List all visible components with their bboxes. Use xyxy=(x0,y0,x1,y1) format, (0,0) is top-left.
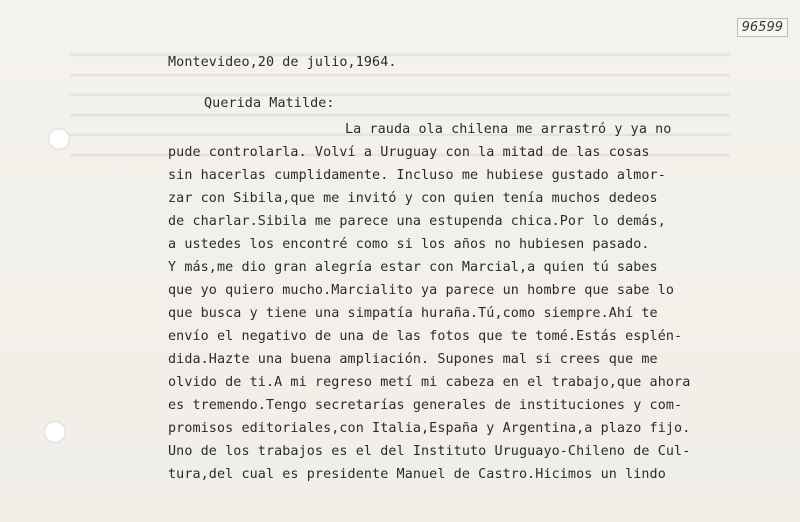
body-line: es tremendo.Tengo secretarías generales de instituciones y com- xyxy=(168,398,683,413)
body-line: Y más,me dio gran alegría estar con Marcial,a quien tú sabes xyxy=(168,260,658,275)
body-line: promisos editoriales,con Italia,España y Argentina,a plazo fijo. xyxy=(168,421,691,436)
archive-number: 96599 xyxy=(737,18,788,37)
dateline: Montevideo,20 de julio,1964. xyxy=(168,55,397,70)
body-line: La rauda ola chilena me arrastró y ya no xyxy=(345,122,672,137)
body-line: zar con Sibila,que me invitó y con quien tenía muchos dedeos xyxy=(168,191,658,206)
body-line: tura,del cual es presidente Manuel de Castro.Hicimos un lindo xyxy=(168,467,666,482)
body-line: de charlar.Sibila me parece una estupenda chica.Por lo demás, xyxy=(168,214,666,229)
body-line: que busca y tiene una simpatía huraña.Tú,como siempre.Ahí te xyxy=(168,306,658,321)
salutation: Querida Matilde: xyxy=(204,96,335,111)
body-line: Uno de los trabajos es el del Instituto Uruguayo-Chileno de Cul- xyxy=(168,444,691,459)
body-line: pude controlarla. Volví a Uruguay con la mitad de las cosas xyxy=(168,145,650,160)
body-line: envío el negativo de una de las fotos que te tomé.Estás esplén- xyxy=(168,329,683,344)
body-line: a ustedes los encontré como si los años no hubiesen pasado. xyxy=(168,237,650,252)
body-line: sin hacerlas cumplidamente. Incluso me hubiese gustado almor- xyxy=(168,168,666,183)
body-line: dida.Hazte una buena ampliación. Supones mal si crees que me xyxy=(168,352,658,367)
body-line: que yo quiero mucho.Marcialito ya parece un hombre que sabe lo xyxy=(168,283,675,298)
body-line: olvido de ti.A mi regreso metí mi cabeza en el trabajo,que ahora xyxy=(168,375,691,390)
